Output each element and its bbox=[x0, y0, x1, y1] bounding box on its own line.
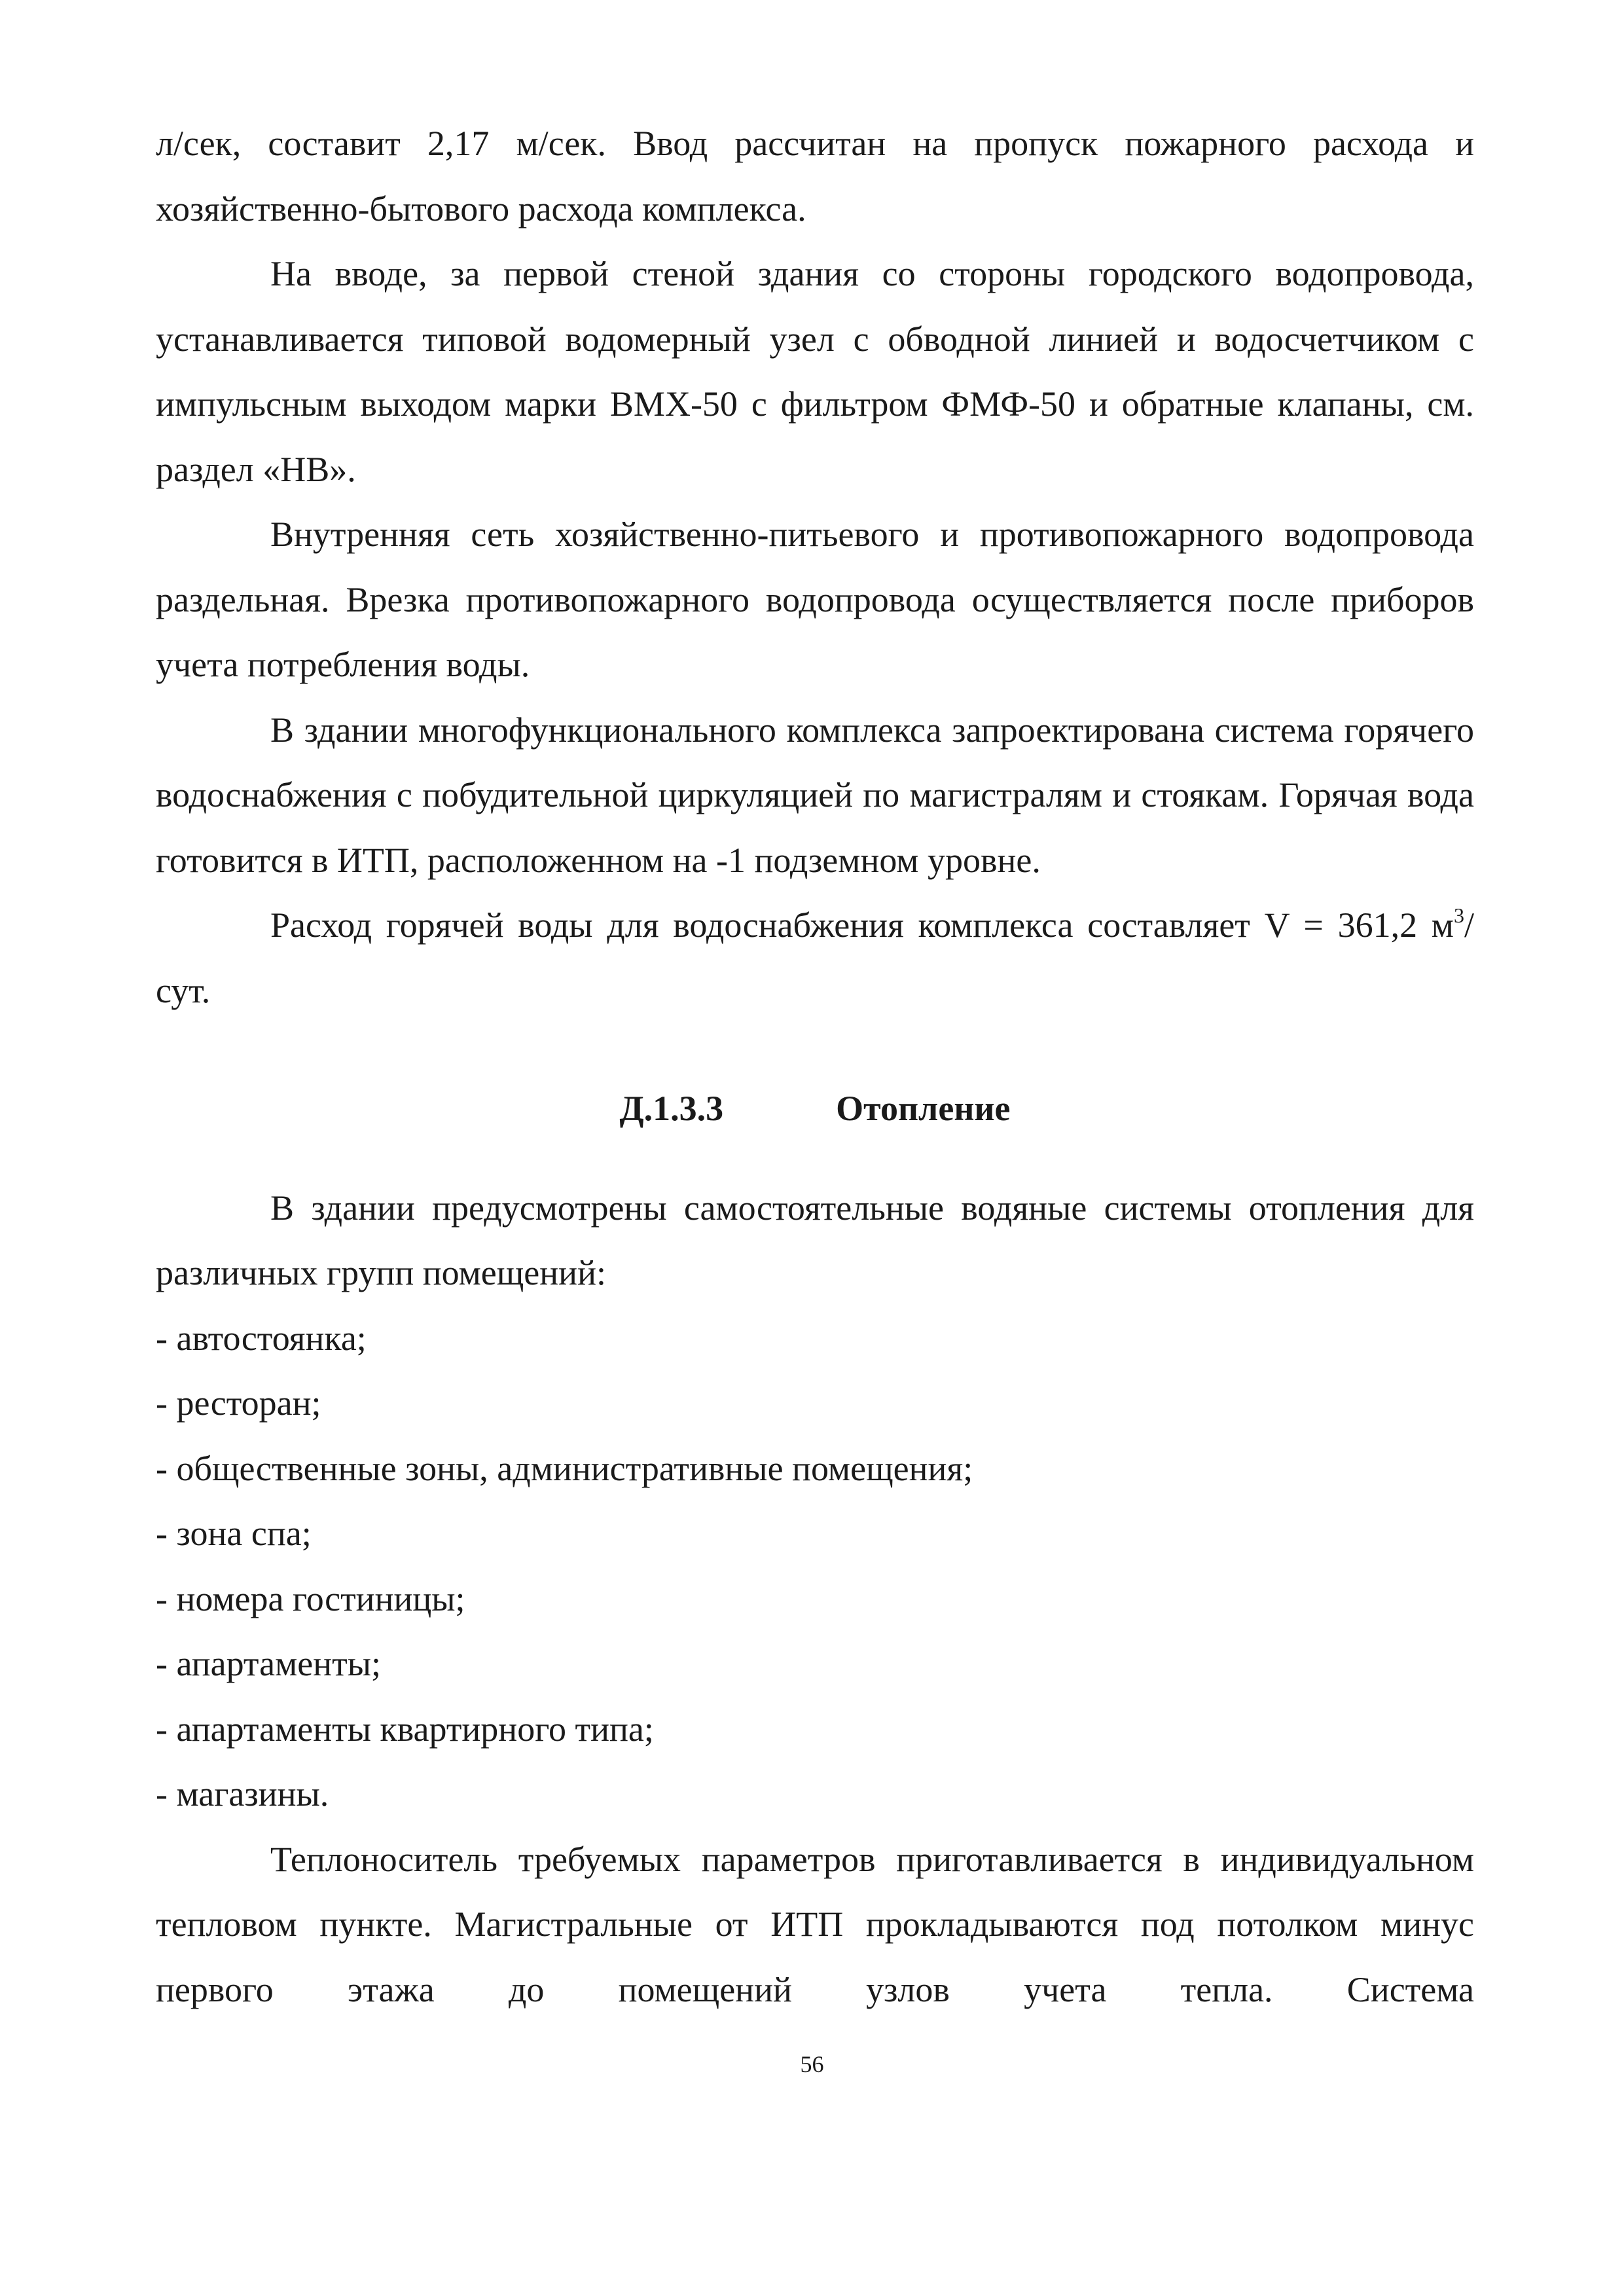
list-item: - магазины. bbox=[156, 1774, 329, 1813]
section-title: Отопление bbox=[836, 1089, 1011, 1128]
section-number: Д.1.3.3 bbox=[619, 1089, 724, 1128]
list-item: - апартаменты квартирного типа; bbox=[156, 1709, 654, 1749]
list-item: - номера гостиницы; bbox=[156, 1578, 465, 1618]
list-item: - ресторан; bbox=[156, 1383, 321, 1423]
section-heading bbox=[156, 1076, 1474, 1142]
paragraph-line: хозяйственно-бытового расхода комплекса. bbox=[156, 189, 806, 228]
paragraph-line: л/сек, составит 2,17 м/сек. Ввод рассчитан на пропуск пожарного расхода и bbox=[156, 124, 1474, 163]
paragraph-heat-carrier: Теплоноситель требуемых параметров приготавливается в индивидуальном тепловом пункте. Магистральные от ИТП прокладываются под потолком минус первого этажа до помещений узлов учета тепла. Система bbox=[156, 1839, 1474, 2009]
consumption-text: Расход горячей воды для водоснабжения комплекса составляет V = 361,2 м bbox=[270, 905, 1454, 945]
list-item: - автостоянка; bbox=[156, 1318, 367, 1358]
consumption-unit: /сут. bbox=[156, 905, 1474, 1010]
cubic-superscript: 3 bbox=[1453, 903, 1464, 927]
list-item: - общественные зоны, административные помещения; bbox=[156, 1448, 973, 1488]
paragraph-internal-network: Внутренняя сеть хозяйственно-питьевого и противопожарного водопровода раздельная. Врезка противопожарного водопровода осуществляется после приборов учета потребления воды. bbox=[156, 515, 1474, 684]
paragraph-hot-water-system: В здании многофункционального комплекса запроектирована система горячего водоснабжения с побудительной циркуляцией по магистралям и стоякам. Горячая вода готовится в ИТП, расположенном на -1 подземном уровне. bbox=[156, 710, 1474, 880]
list-item: - апартаменты; bbox=[156, 1644, 382, 1683]
paragraph-water-meter: На вводе, за первой стеной здания со стороны городского водопровода, устанавливается типовой водомерный узел с обводной линией и водосчетчиком с импульсным выходом марки ВМХ-50 с фильтром ФМФ-50 и обратные клапаны, см. раздел «НВ». bbox=[156, 254, 1474, 489]
list-item: - зона спа; bbox=[156, 1514, 312, 1553]
page-number: 56 bbox=[800, 2051, 824, 2077]
paragraph-heating-intro: В здании предусмотрены самостоятельные водяные системы отопления для различных групп помещений: bbox=[156, 1188, 1474, 1292]
body-text bbox=[156, 111, 1474, 2022]
paragraph-hot-water-consumption bbox=[156, 893, 1474, 1023]
